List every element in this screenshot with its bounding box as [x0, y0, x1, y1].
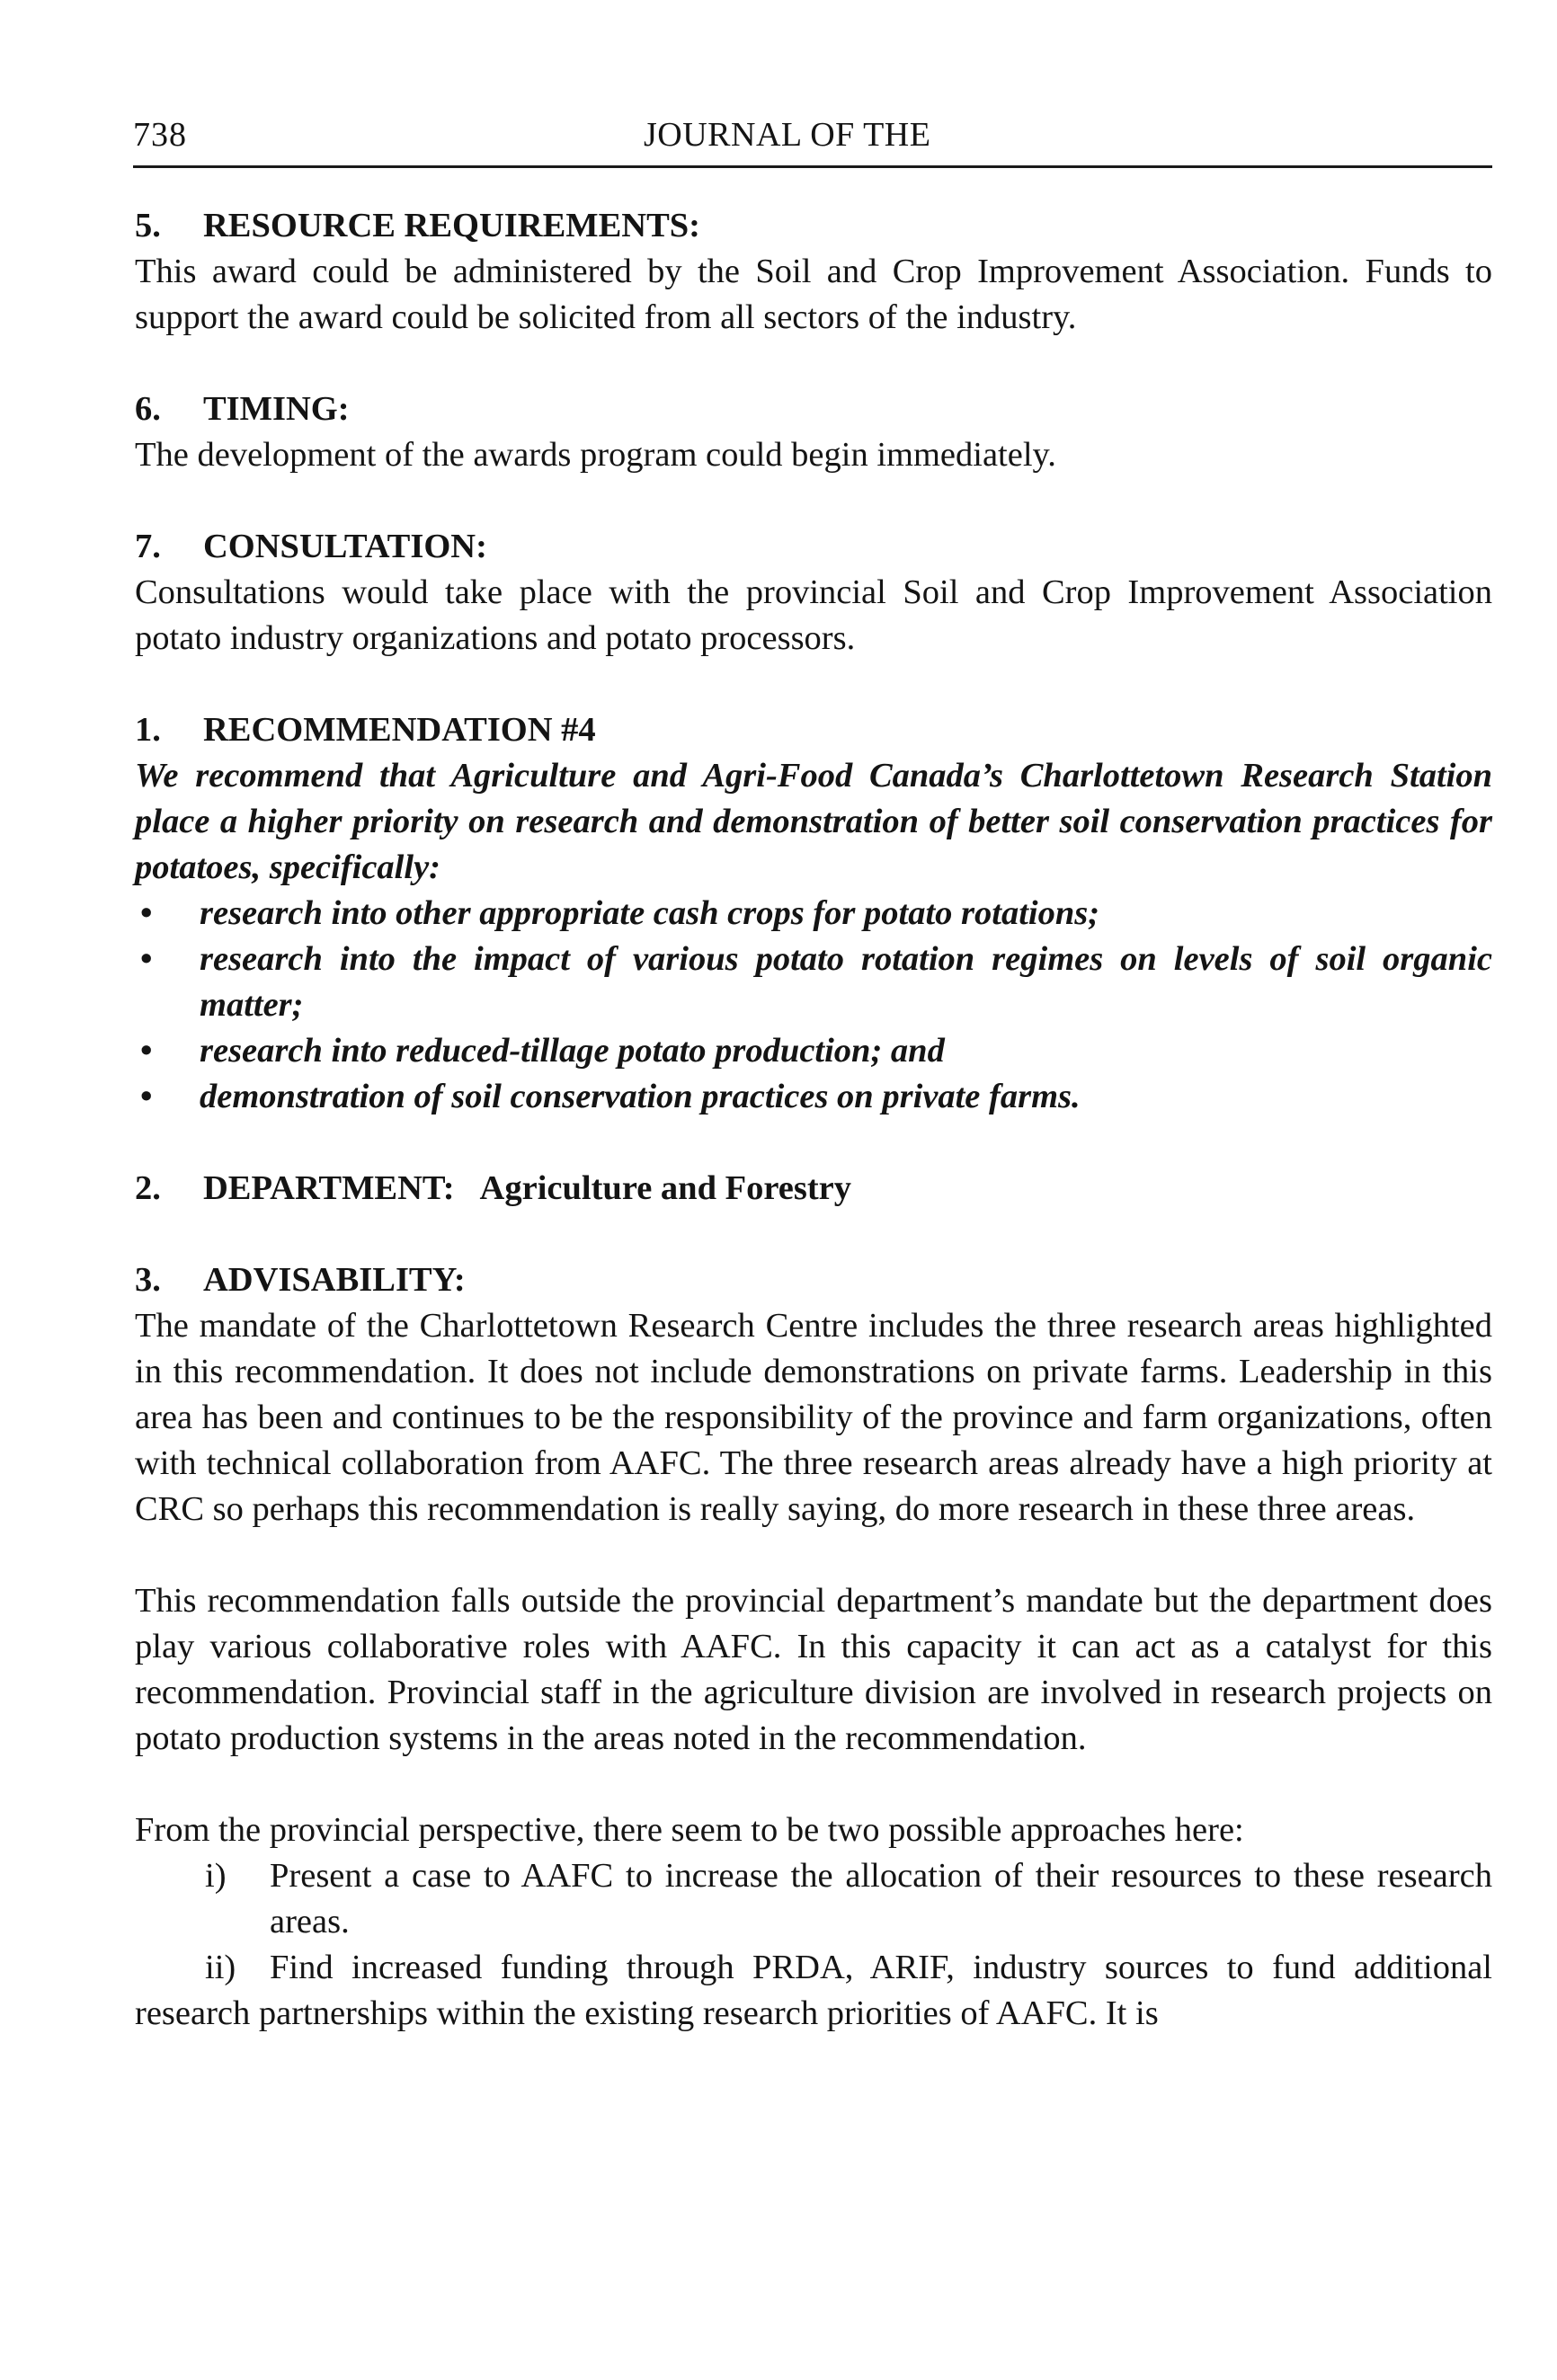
- list-item-text: research into reduced-tillage potato production; and: [200, 1032, 945, 1070]
- approach-label: ii): [205, 1949, 236, 1986]
- section-heading: [135, 524, 1492, 570]
- list-item: [135, 937, 1492, 1028]
- section-body: Consultations would take place with the provincial Soil and Crop Improvement Association potato industry organizations and potato processors.: [135, 573, 1492, 657]
- bullet-icon: •: [140, 1078, 153, 1115]
- recommendation-text: We recommend that Agriculture and Agri-Food Canada’s Charlottetown Research Station place a higher priority on research and demonstration of better soil conservation practices for potatoes, specifically:: [135, 757, 1492, 886]
- section-number: 1.: [135, 711, 161, 749]
- section-title: RECOMMENDATION #4: [203, 711, 596, 749]
- section-heading: [135, 1257, 1492, 1303]
- section-resource-requirements: [135, 203, 1492, 341]
- page-header: [133, 115, 1492, 168]
- approach-item: [135, 1945, 1492, 2037]
- bullet-icon: •: [140, 940, 153, 978]
- section-number: 6.: [135, 390, 161, 428]
- section-number: 5.: [135, 207, 161, 244]
- approach-label: i): [205, 1857, 227, 1895]
- section-body: This award could be administered by the Soil and Crop Improvement Association. Funds to support the award could be solicited from all sectors of the industry.: [135, 253, 1492, 336]
- department-value: Agriculture and Forestry: [479, 1169, 852, 1207]
- section-department: [135, 1166, 1492, 1212]
- paragraph: The mandate of the Charlottetown Research Centre includes the three research areas highlighted in this recommendation. It does not include demonstrations on private farms. Leadership in this area has been and continues to be the responsibility of the province and farm organizations, often with technical collaboration from AAFC. The three research areas already have a high priority at CRC so perhaps this recommendation is really saying, do more research in these three areas.: [135, 1307, 1492, 1528]
- section-title: RESOURCE REQUIREMENTS:: [203, 207, 700, 244]
- list-item-text: research into the impact of various potato rotation regimes on levels of soil organic matter;: [200, 940, 1492, 1024]
- section-title: ADVISABILITY:: [203, 1261, 466, 1299]
- approach-item: [135, 1853, 1492, 1945]
- bullet-icon: •: [140, 1032, 153, 1070]
- section-advisability: [135, 1257, 1492, 2037]
- section-number: 3.: [135, 1261, 161, 1299]
- list-item: [135, 1074, 1492, 1120]
- page-number: 738: [133, 116, 187, 154]
- list-item: [135, 891, 1492, 937]
- section-timing: [135, 386, 1492, 478]
- recommendation-list: [135, 891, 1492, 1120]
- section-heading: [135, 203, 1492, 249]
- paragraph: This recommendation falls outside the provincial department’s mandate but the department does play various collaborative roles with AAFC. In this capacity it can act as a catalyst for this recommendation. Provincial staff in the agriculture division are involved in research projects on potato production systems in the areas noted in the recommendation.: [135, 1582, 1492, 1757]
- section-heading: [135, 386, 1492, 432]
- section-number: 2.: [135, 1169, 161, 1207]
- approach-text: Find increased funding through PRDA, ARIF, industry sources to fund additional research partnerships within the existing research priorities of AAFC. It is: [135, 1949, 1492, 2032]
- list-item-text: research into other appropriate cash crops for potato rotations;: [200, 894, 1100, 932]
- section-body: The development of the awards program could begin immediately.: [135, 436, 1056, 474]
- running-head: JOURNAL OF THE: [644, 116, 931, 154]
- section-number: 7.: [135, 528, 161, 565]
- recommendation-heading: [135, 707, 1492, 753]
- recommendation-block: [135, 707, 1492, 1120]
- approach-text: Present a case to AAFC to increase the allocation of their resources to these research areas.: [270, 1857, 1492, 1940]
- section-consultation: [135, 524, 1492, 662]
- page-content: [135, 203, 1492, 2037]
- list-item: [135, 1028, 1492, 1074]
- section-title: TIMING:: [203, 390, 350, 428]
- bullet-icon: •: [140, 894, 153, 932]
- list-item-text: demonstration of soil conservation practices on private farms.: [200, 1078, 1081, 1115]
- section-title: DEPARTMENT:: [203, 1169, 455, 1207]
- section-heading: [135, 1166, 1492, 1212]
- section-title: CONSULTATION:: [203, 528, 487, 565]
- paragraph: From the provincial perspective, there seem to be two possible approaches here:: [135, 1811, 1244, 1849]
